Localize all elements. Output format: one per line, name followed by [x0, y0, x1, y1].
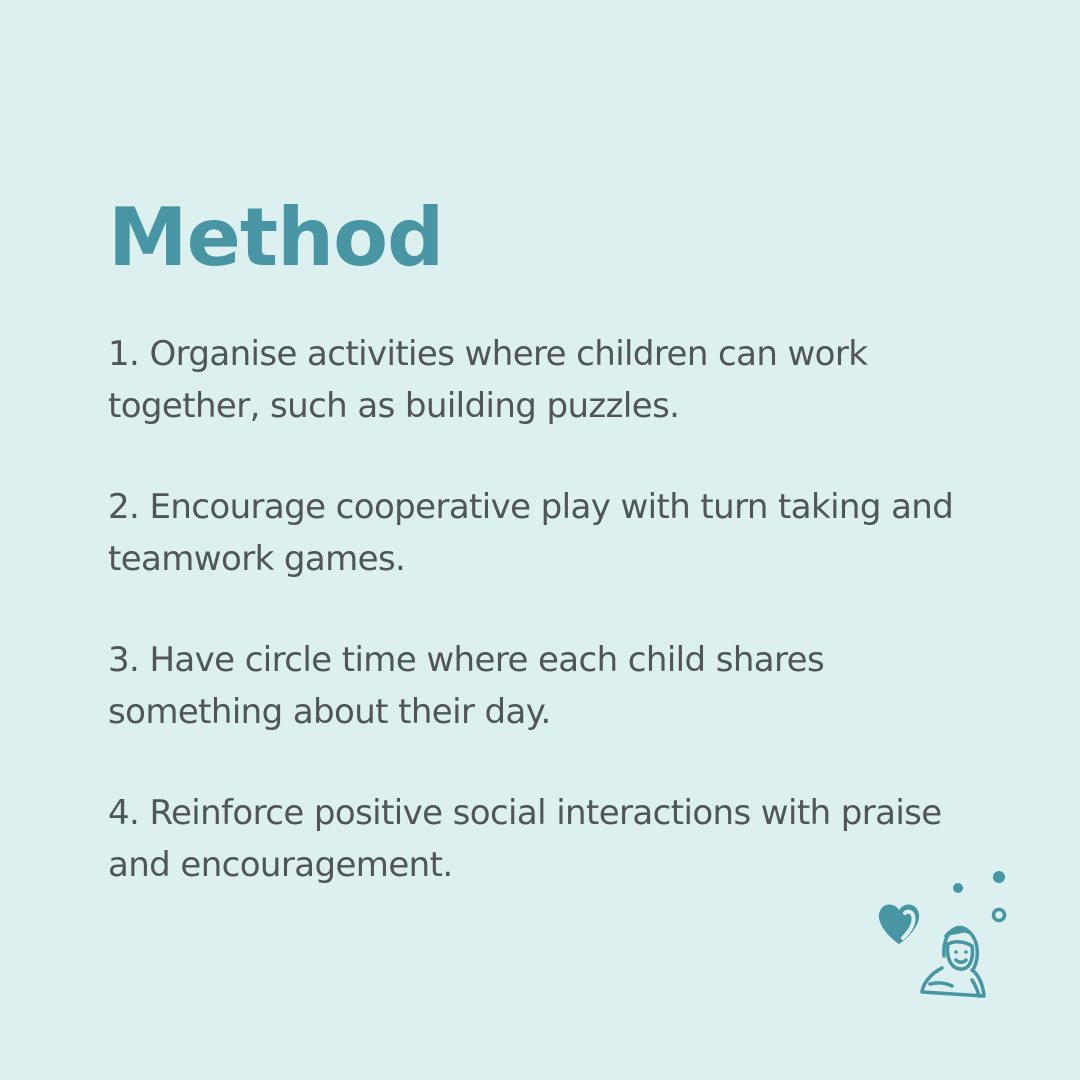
heart-icon: [880, 905, 918, 943]
method-step-2: 2. Encourage cooperative play with turn taking and teamwork games.: [108, 487, 954, 579]
dots-icon: [953, 871, 1005, 921]
child-face-icon: [922, 928, 984, 996]
child-illustration: [870, 860, 1020, 1010]
method-step-1: 1. Organise activities where children can work together, such as building puzzles.: [108, 334, 868, 426]
method-step-3: 3. Have circle time where each child shares something about their day.: [108, 640, 825, 732]
method-step-4: 4. Reinforce positive social interactions with praise and encouragement.: [108, 793, 942, 885]
page-title: Method: [108, 191, 444, 284]
